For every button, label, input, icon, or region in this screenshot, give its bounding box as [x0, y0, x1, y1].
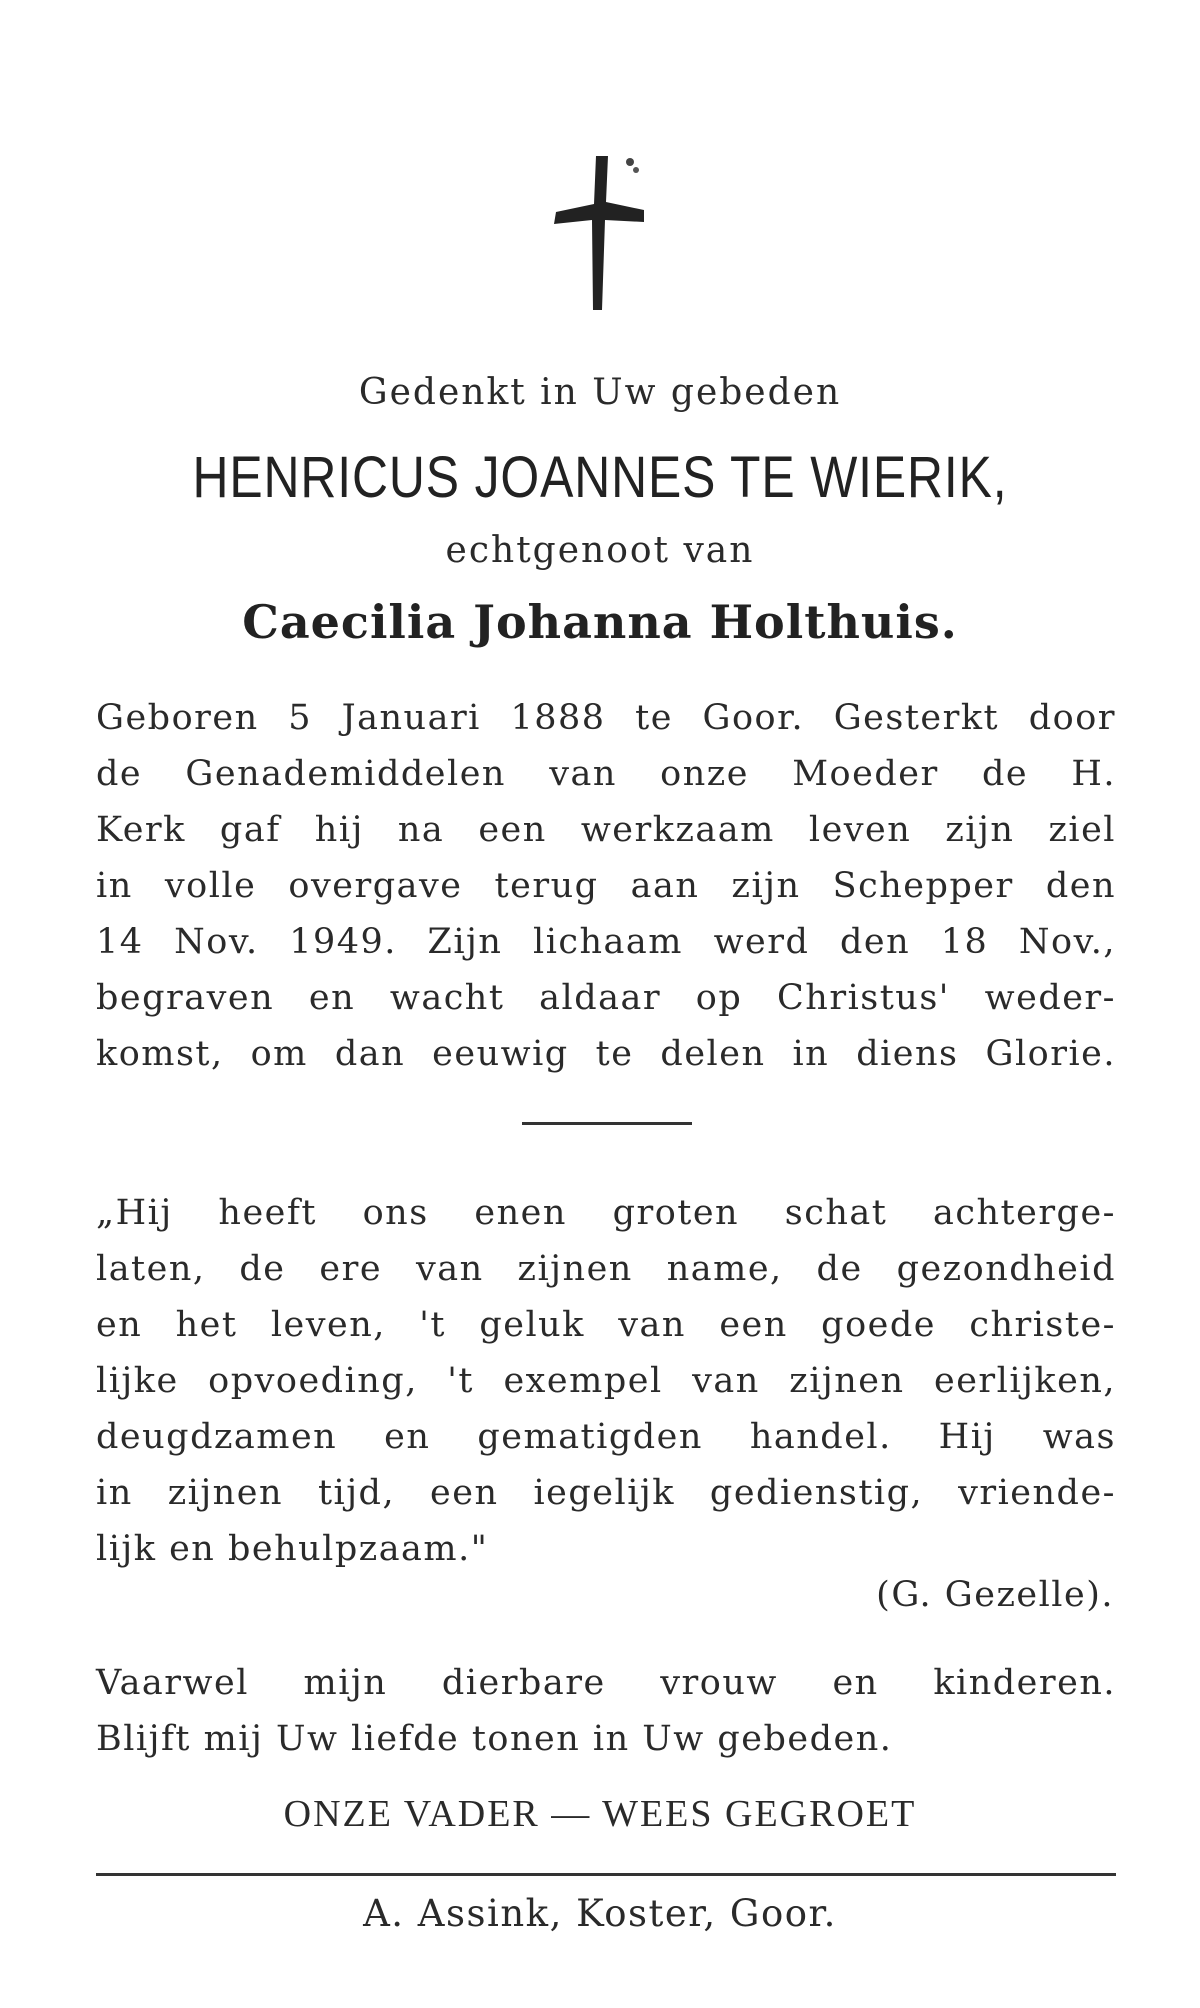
- farewell-line: Vaarwel mijn dierbare vrouw en kinderen.: [96, 1663, 1116, 1703]
- quote-line: „Hij heeft ons enen groten schat achterge-: [96, 1193, 1116, 1233]
- quote-attribution: (G. Gezelle).: [876, 1575, 1114, 1615]
- intro-text: Gedenkt in Uw gebeden: [358, 372, 842, 413]
- biography-line: komst, om dan eeuwig te delen in diens Glorie.: [96, 1034, 1116, 1074]
- biography-line: Kerk gaf hij na een werkzaam leven zijn ziel: [96, 810, 1116, 850]
- farewell-line: Blijft mij Uw liefde tonen in Uw gebeden.: [96, 1719, 893, 1759]
- biography-paragraph: [96, 690, 1116, 1082]
- biography-line: 14 Nov. 1949. Zijn lichaam werd den 18 Nov.,: [96, 922, 1116, 962]
- footer-rule: [96, 1873, 1116, 1876]
- farewell-paragraph: [96, 1655, 1116, 1767]
- quote-line: in zijnen tijd, een iegelijk gedienstig, vriende-: [96, 1473, 1116, 1513]
- spouse-label: echtgenoot van: [445, 530, 755, 571]
- spouse-name: Caecilia Johanna Holthuis.: [242, 595, 958, 649]
- printer-credit: A. Assink, Koster, Goor.: [363, 1892, 837, 1935]
- latin-cross-icon: [548, 150, 658, 320]
- biography-line: begraven en wacht aldaar op Christus' weder-: [96, 978, 1116, 1018]
- deceased-name: HENRICUS JOANNES TE WIERIK,: [192, 445, 1008, 510]
- prayers-line: ONZE VADER — WEES GEGROET: [283, 1793, 917, 1835]
- quote-line: deugdzamen en gematigden handel. Hij was: [96, 1417, 1116, 1457]
- quote-line: lijke opvoeding, 't exempel van zijnen eerlijken,: [96, 1361, 1116, 1401]
- biography-line: in volle overgave terug aan zijn Schepper den: [96, 866, 1116, 906]
- quote-line: en het leven, 't geluk van een goede christe-: [96, 1305, 1116, 1345]
- quote-line: lijk en behulpzaam.": [96, 1529, 489, 1569]
- quote-paragraph: [96, 1185, 1116, 1577]
- section-divider: [522, 1122, 692, 1125]
- biography-line: Geboren 5 Januari 1888 te Goor. Gesterkt door: [96, 698, 1116, 738]
- biography-line: de Genademiddelen van onze Moeder de H.: [96, 754, 1116, 794]
- quote-line: laten, de ere van zijnen name, de gezondheid: [96, 1249, 1116, 1289]
